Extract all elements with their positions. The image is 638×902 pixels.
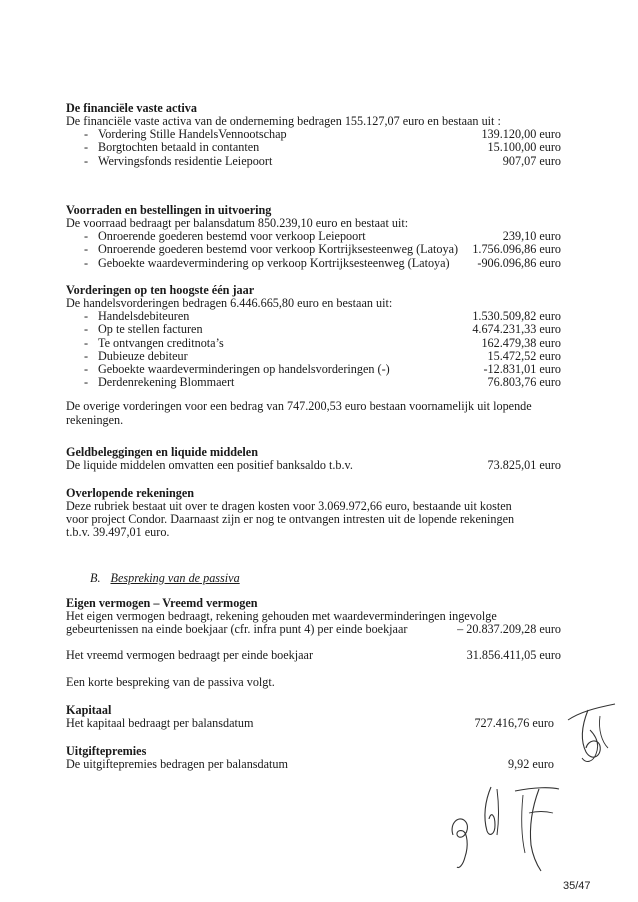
section-heading: Kapitaal: [66, 703, 112, 717]
section-overlopende-rekeningen: [66, 486, 561, 540]
item-amount: 1.756.096,86 euro: [472, 242, 561, 257]
list-item: - Vordering Stille HandelsVennootschap 139.120,00 euro: [84, 127, 561, 142]
section-voorraden: [66, 203, 561, 270]
item-amount: 162.479,38 euro: [481, 335, 561, 350]
list-item: - Op te stellen facturen 4.674.231,33 euro: [84, 322, 561, 337]
section-vorderingen: [66, 283, 561, 427]
list-item: - Onroerende goederen bestemd voor verkoop Leiepoort 239,10 euro: [84, 229, 561, 244]
list-item: - Borgtochten betaald in contanten 15.100,00 euro: [84, 140, 561, 155]
item-label: Derdenrekening Blommaert: [98, 375, 235, 390]
list-item: - Te ontvangen creditnota’s 162.479,38 euro: [84, 335, 561, 350]
section-kapitaal: [66, 703, 561, 730]
item-label: Geboekte waardeverminderingen op handelsvorderingen (-): [98, 361, 390, 376]
list-item: - Wervingsfonds residentie Leiepoort 907,07 euro: [84, 153, 561, 168]
list-item: - Dubieuze debiteur 15.472,52 euro: [84, 348, 561, 363]
section-heading: Eigen vermogen – Vreemd vermogen: [66, 596, 258, 610]
item-label: Handelsdebiteuren: [98, 309, 190, 324]
row-label: Het kapitaal bedraagt per balansdatum: [66, 716, 254, 730]
value-row: [66, 649, 561, 662]
list-item: - Handelsdebiteuren 1.530.509,82 euro: [84, 309, 561, 324]
value-row: [66, 459, 561, 472]
item-amount: 15.100,00 euro: [487, 140, 561, 155]
item-amount: 139.120,00 euro: [481, 127, 561, 142]
row-amount: 9,92 euro: [507, 757, 554, 771]
section-intro: De handelsvorderingen bedragen 6.446.665,80 euro en bestaan uit:: [66, 296, 393, 310]
section-heading: Overlopende rekeningen: [66, 486, 195, 500]
item-label: Geboekte waardevermindering op verkoop Kortrijksesteenweg (Latoya): [98, 255, 450, 270]
section-intro: De voorraad bedraagt per balansdatum 850.239,10 euro en bestaat uit:: [66, 216, 409, 230]
item-amount: -12.831,01 euro: [483, 361, 561, 376]
section-intro: De financiële vaste activa van de onderneming bedragen 155.127,07 euro en bestaan uit :: [66, 114, 501, 128]
item-label: Onroerende goederen bestemd voor verkoop Kortrijksesteenweg (Latoya): [98, 242, 459, 257]
row-label: De liquide middelen omvatten een positief banksaldo t.b.v.: [66, 458, 353, 472]
list-item: - Geboekte waardevermindering op verkoop Kortrijksesteenweg (Latoya) -906.096,86 euro: [84, 255, 561, 270]
section-geldbeleggingen: [66, 445, 561, 472]
value-row: [66, 758, 561, 771]
item-amount: 4.674.231,33 euro: [472, 322, 561, 337]
section-title: Bespreking van de passiva: [110, 571, 240, 585]
list-item: - Onroerende goederen bestemd voor verkoop Kortrijksesteenweg (Latoya) 1.756.096,86 euro: [84, 242, 561, 257]
handwritten-initials-top: [560, 690, 620, 775]
item-amount: 1.530.509,82 euro: [472, 309, 561, 324]
value-row: [66, 623, 561, 636]
row-amount: 31.856.411,05 euro: [466, 648, 561, 663]
item-label: Wervingsfonds residentie Leiepoort: [98, 153, 273, 168]
handwritten-signature: [445, 775, 565, 875]
item-amount: -906.096,86 euro: [477, 255, 561, 270]
section-b-heading: [90, 571, 240, 586]
section-text: Deze rubriek bestaat uit over te dragen kosten voor 3.069.972,66 euro, bestaande uit kosten voor project Condor. Daarnaast zijn er nog te ontvangen intresten uit de lopende rekeningen t.b.v. 39.497,01 euro.: [66, 499, 515, 540]
row-amount: – 20.837.209,28 euro: [457, 622, 561, 637]
section-eigen-vermogen: [66, 596, 561, 689]
item-amount: 76.803,76 euro: [487, 375, 561, 390]
item-label: Borgtochten betaald in contanten: [98, 140, 260, 155]
item-label: Op te stellen facturen: [98, 322, 203, 337]
section-heading: Vorderingen op ten hoogste één jaar: [66, 283, 255, 297]
page-number: 35/47: [563, 880, 591, 892]
item-label: Te ontvangen creditnota’s: [98, 335, 224, 350]
value-row: [66, 717, 561, 730]
section-financiele-vaste-activa: [66, 101, 561, 168]
section-letter: B.: [90, 571, 101, 585]
item-label: Dubieuze debiteur: [98, 348, 188, 363]
item-amount: 907,07 euro: [502, 153, 561, 168]
item-label: Onroerende goederen bestemd voor verkoop Leiepoort: [98, 229, 366, 244]
row-amount: 73.825,01 euro: [487, 458, 561, 472]
row-amount: 727.416,76 euro: [474, 716, 554, 730]
item-label: Vordering Stille HandelsVennootschap: [98, 127, 287, 142]
row-label: Het vreemd vermogen bedraagt per einde boekjaar: [66, 648, 314, 663]
section-heading: De financiële vaste activa: [66, 101, 197, 115]
item-amount: 239,10 euro: [502, 229, 561, 244]
list-item: - Geboekte waardeverminderingen op handelsvorderingen (-) -12.831,01 euro: [84, 361, 561, 376]
section-heading: Uitgiftepremies: [66, 744, 147, 758]
overige-vorderingen-text: De overige vorderingen voor een bedrag van 747.200,53 euro bestaan voornamelijk uit lopende rekeningen.: [66, 399, 532, 427]
row-label: De uitgiftepremies bedragen per balansdatum: [66, 757, 288, 771]
korte-bespreking: Een korte bespreking van de passiva volgt.: [66, 674, 275, 689]
eigen-line-1: Het eigen vermogen bedraagt, rekening gehouden met waardeverminderingen ingevolge: [66, 609, 497, 623]
item-amount: 15.472,52 euro: [487, 348, 561, 363]
section-uitgiftepremies: [66, 744, 561, 771]
section-heading: Voorraden en bestellingen in uitvoering: [66, 203, 272, 217]
list-item: - Derdenrekening Blommaert 76.803,76 euro: [84, 375, 561, 390]
section-heading: Geldbeleggingen en liquide middelen: [66, 445, 258, 459]
row-label: gebeurtenissen na einde boekjaar (cfr. infra punt 4) per einde boekjaar: [66, 622, 408, 637]
